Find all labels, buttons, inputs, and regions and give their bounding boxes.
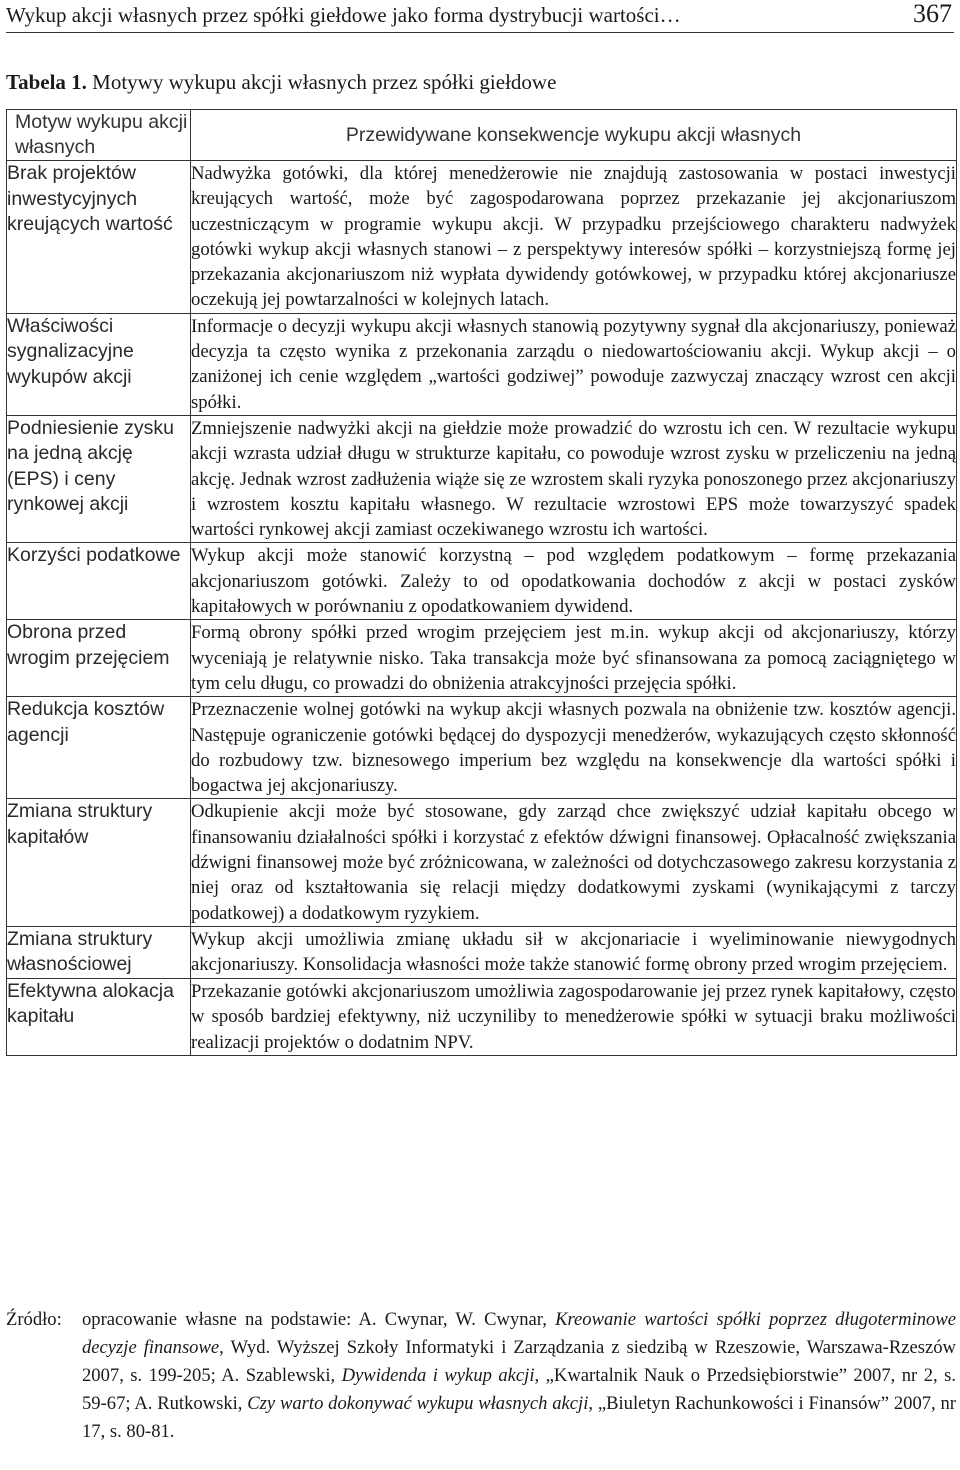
consequence-cell: Informacje o decyzji wykupu akcji własnych stanowią pozytywny sygnał dla akcjonariuszy, ponieważ decyzja ta często wynika z przekonania zarządu o niedowartościowaniu akcji. Wykup akcji – o zaniżonej ich cenie względem „wartości godziwej” powoduje zazwyczaj znaczący wzrost cen akcji spółki. [191, 313, 957, 415]
table-caption [6, 70, 556, 95]
source-title: Kreowanie wartości spółki poprzez długoterminowe decyzje finansowe [82, 1309, 956, 1358]
column-header-motive: Motyw wykupu akcji własnych [7, 110, 191, 161]
consequence-cell: Odkupienie akcji może być stosowane, gdy zarząd chce zwiększyć udział kapitału obcego w finansowaniu działalności spółki i korzystać z efektów dźwigni finansowej. Opłacalność zwiększania dźwigni finansowej może być zróżnicowana, w zależności od dotychczasowego zakresu korzystania z niej oraz od kształtowania się relacji między dodatkowymi zyskami (wynikającymi z tarczy podatkowej) a dodatkowym ryzykiem. [191, 799, 957, 926]
motive-cell: Zmiana struktury kapitałów [7, 799, 191, 926]
running-header [6, 0, 954, 33]
motive-cell: Zmiana struktury własnościowej [7, 926, 191, 978]
table-row [7, 620, 957, 697]
consequence-cell: Przeznaczenie wolnej gotówki na wykup akcji własnych pozwala na obniżenie tzw. kosztów agencji. Następuje ograniczenie gotówki będącej do dyspozycji menedżerów, wykazujących często skłonność do rozbudowy tzw. biznesowego imperium bez względu na konsekwencje dla wartości spółki i bogactwa jej akcjonariuszy. [191, 697, 957, 799]
table-header-row [7, 110, 957, 161]
table-row [7, 799, 957, 926]
table-caption-label: Tabela 1. [6, 70, 87, 94]
motives-table [6, 109, 957, 1056]
table-row [7, 313, 957, 415]
motive-cell: Właściwości sygnalizacyjne wykupów akcji [7, 313, 191, 415]
source-title: Dywidenda i wykup akcji [341, 1365, 535, 1386]
consequence-cell: Zmniejszenie nadwyżki akcji na giełdzie może prowadzić do wzrostu ich cen. W rezultacie wykupu akcji wzrasta udział długu w strukturze kapitału, co powoduje wzrost zysku w przeliczeniu na jedną akcję. Jednak wzrost zadłużenia wiąże się ze wzrostem skali ryzyka ponoszonego przez akcjonariuszy i wzrostem kosztu kapitału własnego. W rezultacie wzrostowi EPS może towarzyszyć spadek wartości rynkowej akcji zamiast oczekiwanego wzrostu ich wartości. [191, 415, 957, 542]
consequence-cell: Wykup akcji umożliwia zmianę układu sił w akcjonariacie i wyeliminowanie niewygodnych akcjonariuszy. Konsolidacja własności może także stanowić formę obrony przed wrogim przejęciem. [191, 926, 957, 978]
motive-cell: Efektywna alokacja kapitału [7, 978, 191, 1055]
source-part: opracowanie własne na podstawie: A. Cwynar, W. Cwynar, [82, 1309, 556, 1330]
table-row [7, 161, 957, 314]
running-header-title: Wykup akcji własnych przez spółki giełdowe jako forma dystrybucji wartości… [6, 3, 681, 27]
consequence-cell: Przekazanie gotówki akcjonariuszom umożliwia zagospodarowanie jej przez rynek kapitałowy, często w sposób bardziej efektywny, niż uczyniliby to menedżerowie spółki w sytuacji braku możliwości realizacji projektów o dodatnim NPV. [191, 978, 957, 1055]
consequence-cell: Nadwyżka gotówki, dla której menedżerowie nie znajdują zastosowania w postaci inwestycji kreujących wartość, może być zagospodarowana poprzez przekazanie jej akcjonariuszom uczestniczącym w programie wykupu akcji. W przypadku przejściowego charakteru nadwyżek gotówki wykup akcji własnych stanowi – z perspektywy interesów spółki – korzystniejszą formę jej przekazania akcjonariuszom niż wypłata dywidendy gotówkowej, w przypadku której akcjonariusze oczekują jej powtarzalności w kolejnych latach. [191, 161, 957, 314]
motive-cell: Redukcja kosztów agencji [7, 697, 191, 799]
table-row [7, 978, 957, 1055]
source-part: , Wyd. Wyższej Szkoły Informatyki i Zarządzania z siedzibą w Rzeszowie, Warszawa-Rzeszów 2007, s. 199-205; A. Szablewski, [82, 1337, 956, 1386]
source-title: Czy warto dokonywać wykupu własnych akcji [247, 1393, 589, 1414]
page-number: 367 [913, 0, 952, 28]
table-caption-text: Motywy wykupu akcji własnych przez spółki giełdowe [86, 70, 557, 94]
table-row [7, 415, 957, 542]
table-row [7, 697, 957, 799]
consequence-cell: Formą obrony spółki przed wrogim przejęciem jest m.in. wykup akcji od akcjonariuszy, którzy wyceniają je relatywnie nisko. Taka transakcja może być sfinansowana za pomocą zaciągniętego w tym celu długu, co prowadzi do obniżenia atrakcyjności przejęcia spółki. [191, 620, 957, 697]
source-part: , „Kwartalnik Nauk o Przedsiębiorstwie” 2007, nr 2, s. 59-67; A. Rutkowski, [82, 1365, 956, 1414]
column-header-consequence: Przewidywane konsekwencje wykupu akcji własnych [191, 110, 957, 161]
table-row [7, 926, 957, 978]
source-text [82, 1306, 956, 1446]
motive-cell: Podniesienie zysku na jedną akcję (EPS) i ceny rynkowej akcji [7, 415, 191, 542]
source-part: , „Biuletyn Rachunkowości i Finansów” 2007, nr 17, s. 80-81. [82, 1393, 956, 1442]
consequence-cell: Wykup akcji może stanowić korzystną – pod względem podatkowym – formę przekazania akcjonariuszom gotówki. Zależy to od opodatkowania dochodów z akcji w postaci zysków kapitałowych w porównaniu z opodatkowaniem dywidend. [191, 543, 957, 620]
motive-cell: Korzyści podatkowe [7, 543, 191, 620]
source-label: Źródło: [6, 1309, 62, 1330]
motive-cell: Brak projektów inwestycyjnych kreujących wartość [7, 161, 191, 314]
table-row [7, 543, 957, 620]
motive-cell: Obrona przed wrogim przejęciem [7, 620, 191, 697]
